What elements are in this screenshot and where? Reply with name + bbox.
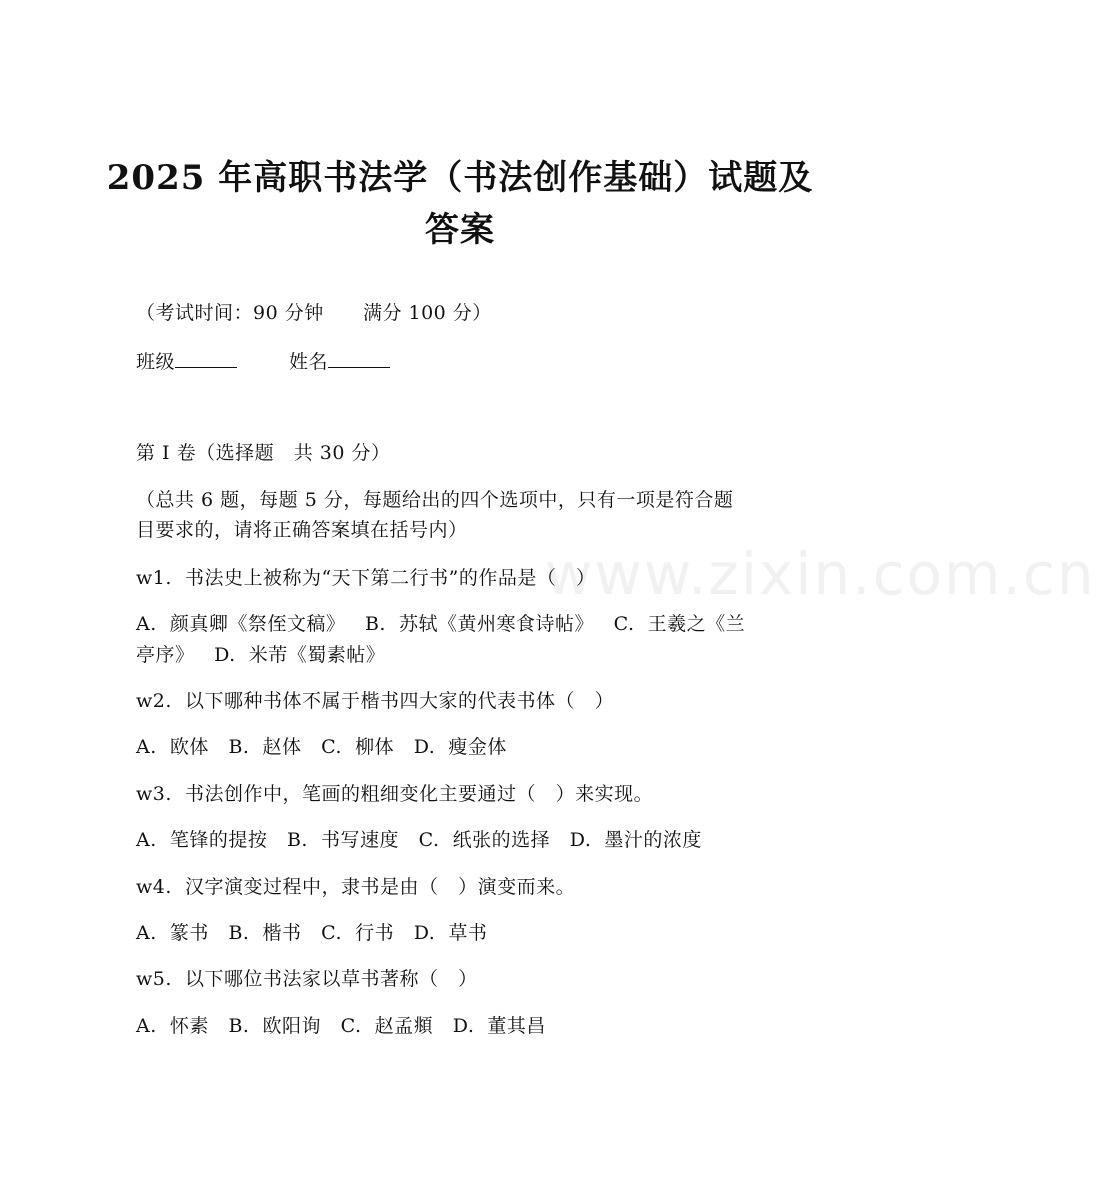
class-label: 班级 [136, 351, 176, 373]
question-3-stem: w3. 书法创作中，笔画的粗细变化主要通过（ ）来实现。 [136, 783, 654, 805]
page-title [100, 152, 820, 256]
question-4-options: A. 篆书 B. 楷书 C. 行书 D. 草书 [136, 922, 488, 944]
question-4-stem: w4. 汉字演变过程中，隶书是由（ ）演变而来。 [136, 876, 576, 898]
name-label: 姓名 [289, 351, 329, 373]
class-name-line [136, 347, 786, 377]
class-blank [175, 349, 237, 368]
question-2-stem: w2. 以下哪种书体不属于楷书四大家的代表书体（ ） [136, 690, 615, 712]
question-1-options-line-2: 亭序》 D. 米芾《蜀素帖》 [136, 644, 386, 666]
question-2-options: A. 欧体 B. 赵体 C. 柳体 D. 瘦金体 [136, 736, 507, 758]
question-5-options: A. 怀素 B. 欧阳询 C. 赵孟頫 D. 董其昌 [136, 1015, 546, 1037]
title-line-2: 答案 [425, 210, 495, 250]
watermark: www.zixin.com.cn [545, 540, 1096, 608]
name-blank [328, 349, 390, 368]
instructions-line-2: 目要求的，请将正确答案填在括号内） [136, 519, 468, 541]
question-5-stem: w5. 以下哪位书法家以草书著称（ ） [136, 968, 478, 990]
question-3-options: A. 笔锋的提按 B. 书写速度 C. 纸张的选择 D. 墨汁的浓度 [136, 829, 702, 851]
instructions-line-1: （总共 6 题，每题 5 分，每题给出的四个选项中，只有一项是符合题 [136, 489, 734, 511]
title-line-1: 2025 年高职书法学（书法创作基础）试题及 [106, 158, 814, 198]
section-heading: 第 I 卷（选择题 共 30 分） [136, 442, 391, 464]
question-1-options-line-1: A. 颜真卿《祭侄文稿》 B. 苏轼《黄州寒食诗帖》 C. 王羲之《兰 [136, 613, 746, 635]
question-1-stem: w1. 书法史上被称为“天下第二行书”的作品是（ ） [136, 567, 596, 589]
exam-time-line: （考试时间：90 分钟 满分 100 分） [136, 302, 492, 324]
